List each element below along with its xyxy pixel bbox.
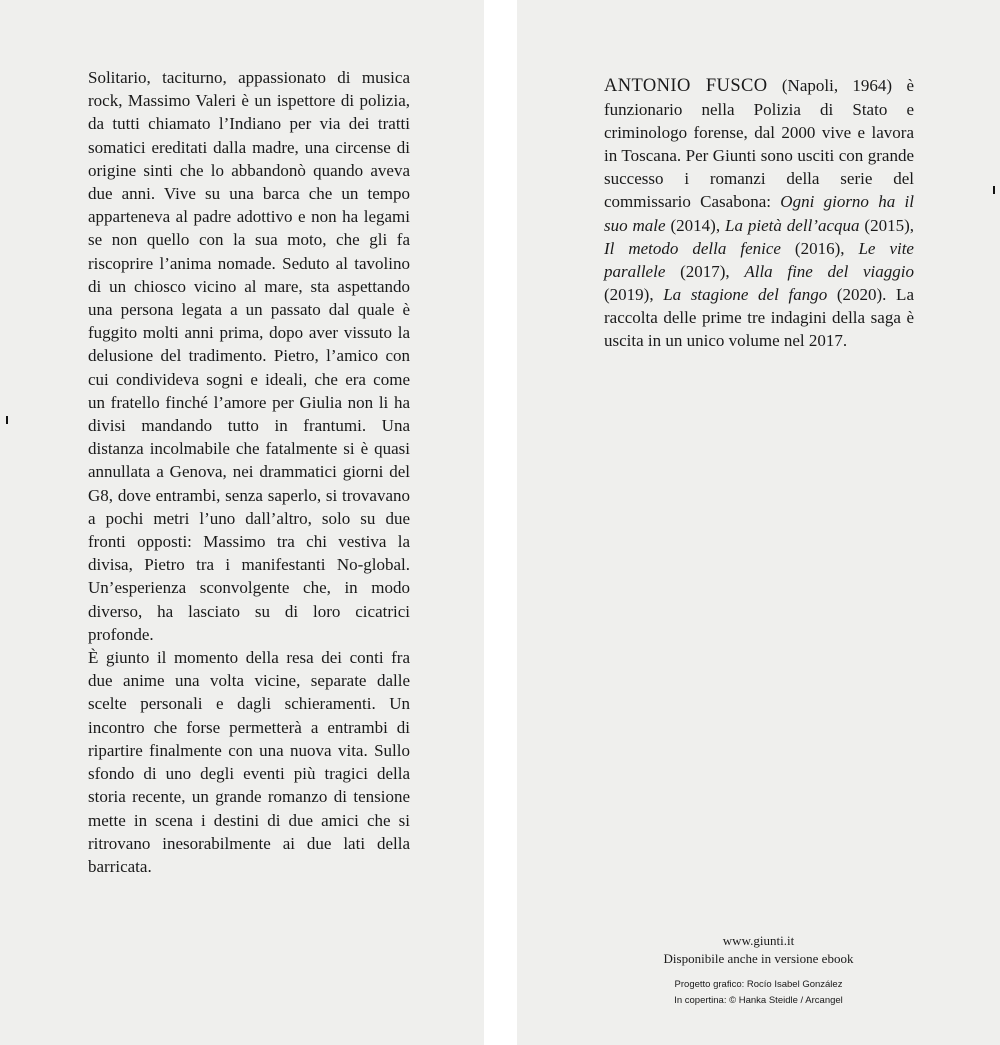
gutter	[484, 0, 517, 1045]
author-name: ANTONIO FUSCO	[604, 76, 768, 96]
design-credit: Progetto grafico: Rocío Isabel González	[674, 979, 843, 990]
fold-mark	[993, 186, 995, 194]
website-link: www.giunti.it	[722, 933, 795, 948]
right-flap	[517, 0, 1000, 1045]
ebook-note: Disponibile anche in versione ebook	[663, 951, 854, 966]
bio-text: (2020). La raccolta delle prime tre indagini della saga è uscita in un unico volume nel 2017.	[604, 284, 914, 351]
bio-text: (2019),	[604, 284, 664, 304]
book-blurb	[88, 66, 410, 878]
book-title: Ogni giorno ha il suo male	[604, 192, 914, 235]
bio-text: (2017),	[665, 261, 745, 281]
book-title: Le vite parallele	[604, 238, 914, 281]
book-title: La pietà dell’acqua	[725, 215, 860, 235]
bio-text: (2015),	[859, 215, 914, 235]
author-bio	[604, 74, 914, 352]
blurb-paragraph-2: È giunto il momento della resa dei conti fra due anime una volta vicine, separate dalle scelte personali e dagli schieramenti. Un incontro che forse permetterà a entrambi di ripartire finalmente con una nuova vita. Sullo sfondo di uno degli eventi più tragici della storia recente, un grande romanzo di tensione mette in scena i destini di due amici che si ritrovano inesorabilmente ai due lati della barricata.	[88, 648, 410, 876]
book-title: La stagione del fango	[663, 284, 828, 304]
book-title: Alla fine del viaggio	[744, 261, 914, 281]
bio-text: (2014),	[665, 215, 726, 235]
bio-text: (Napoli, 1964) è funzionario nella Polizia di Stato e criminologo forense, dal 2000 vive e lavora in Toscana. Per Giunti sono usciti con grande successo i romanzi della serie del commissario Casabona:	[604, 76, 915, 212]
fold-mark	[6, 416, 8, 424]
credits	[517, 977, 1000, 1009]
publisher-footer	[517, 932, 1000, 1009]
book-title: Il metodo della fenice	[604, 238, 781, 258]
bio-text: (2016),	[780, 238, 859, 258]
blurb-paragraph-1: Solitario, taciturno, appassionato di musica rock, Massimo Valeri è un ispettore di polizia, da tutti chiamato l’Indiano per via dei tratti somatici ereditati dalla madre, una circense di origine sinti che lo abbandonò quando aveva due anni. Vive su una barca che un tempo apparteneva al padre adottivo e non ha legami se non quello con la sua moto, che gli fa riscoprire l’anima nomade. Seduto al tavolino di un chiosco vicino al mare, sta aspettando una persona legata a un passato dal quale è fuggito molti anni prima, dopo aver vissuto la delusione del tradimento. Pietro, l’amico con cui condivideva sogni e ideali, che era come un fratello finché l’amore per Giulia non li ha divisi mandando tutto in frantumi. Una distanza incolmabile che fatalmente si è quasi annullata a Genova, nei drammatici giorni del G8, dove entrambi, senza saperlo, si trovavano a pochi metri l’uno dall’altro, solo su due fronti opposti: Massimo tra chi vestiva la divisa, Pietro tra i manifestanti No-global. Un’esperienza sconvolgente che, in modo diverso, ha lasciato su di loro cicatrici profonde.	[88, 68, 410, 644]
left-flap	[0, 0, 484, 1045]
cover-credit: In copertina: © Hanka Steidle / Arcangel	[674, 995, 843, 1006]
